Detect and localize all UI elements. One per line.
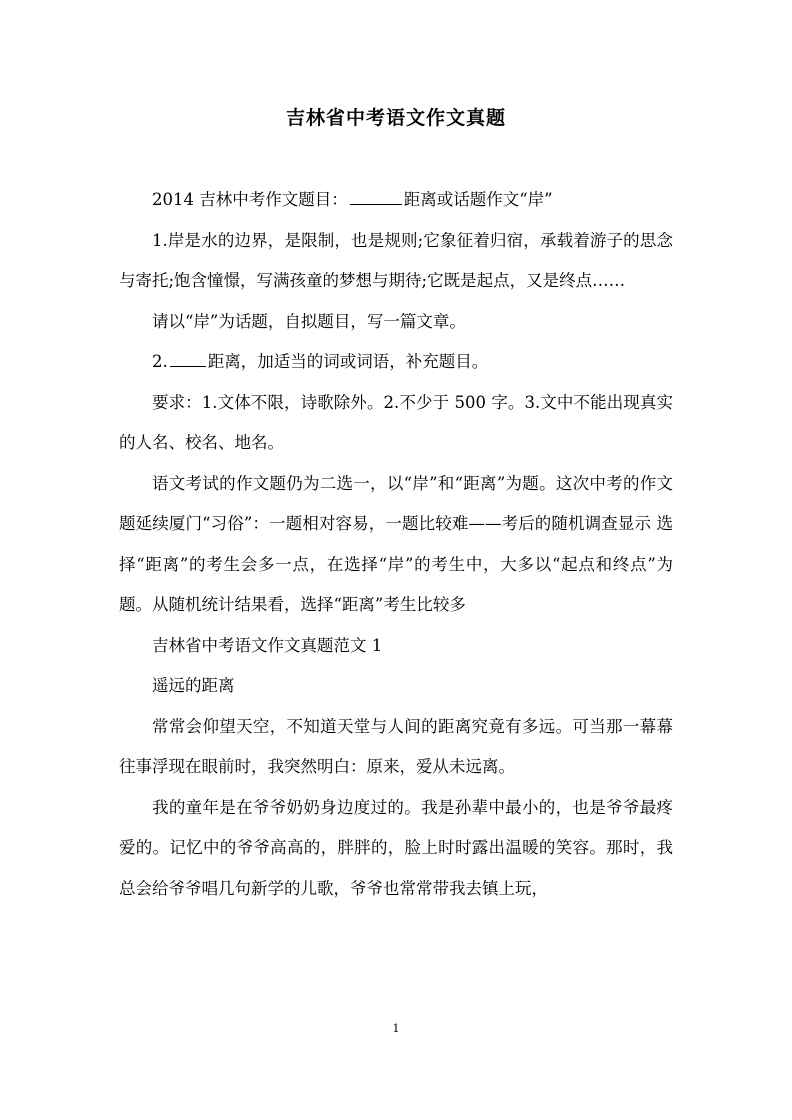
prompt-item-2-text: 距离，加适当的词或词语，补充题目。	[207, 352, 489, 371]
document-title: 吉林省中考语文作文真题	[285, 107, 506, 129]
prompt-line-start: 2014 吉林中考作文题目：	[152, 190, 348, 209]
page-number: 1	[392, 1022, 400, 1035]
analysis-paragraph: 语文考试的作文题仍为二选一，以“岸”和“距离”为题。这次中考的作文题延续厦门“习俗”：一题相对容易，一题比较难——考后的随机调查显示 选择“距离”的考生会多一点，在选择“岸”的考生中，大多以“起点和终点”为题。从随机统计结果看，选择“距离”考生比较多	[119, 473, 673, 614]
prompt-item-2-number: 2.	[152, 352, 168, 371]
prompt-item-1-task: 请以“岸”为话题，自拟题目，写一篇文章。	[152, 311, 466, 331]
fill-in-blank	[170, 352, 206, 367]
essay-paragraph-1: 常常会仰望天空，不知道天堂与人间的距离究竟有多远。可当那一幕幕往事浮现在眼前时，我突然明白：原来，爱从未远离。	[119, 716, 673, 776]
requirements-paragraph: 要求：1.文体不限，诗歌除外。2.不少于 500 字。3.文中不能出现真实的人名、校名、地名。	[119, 392, 673, 452]
prompt-line	[119, 180, 673, 221]
document-body	[119, 180, 673, 909]
prompt-line-end: 距离或话题作文“岸”	[403, 190, 553, 209]
fill-in-blank	[350, 190, 402, 205]
prompt-item-1: 1.岸是水的边界，是限制，也是规则;它象征着归宿，承载着游子的思念与寄托;饱含憧憬，写满孩童的梦想与期待;它既是起点，又是终点……	[119, 230, 673, 290]
prompt-item-2	[119, 342, 673, 383]
essay-paragraph-2: 我的童年是在爷爷奶奶身边度过的。我是孙辈中最小的，也是爷爷最疼爱的。记忆中的爷爷高高的，胖胖的，脸上时时露出温暖的笑容。那时，我总会给爷爷唱几句新学的儿歌，爷爷也常常带我去镇上玩，	[119, 797, 673, 898]
sample-heading: 吉林省中考语文作文真题范文 1	[152, 635, 383, 655]
essay-title: 遥远的距离	[152, 676, 235, 695]
